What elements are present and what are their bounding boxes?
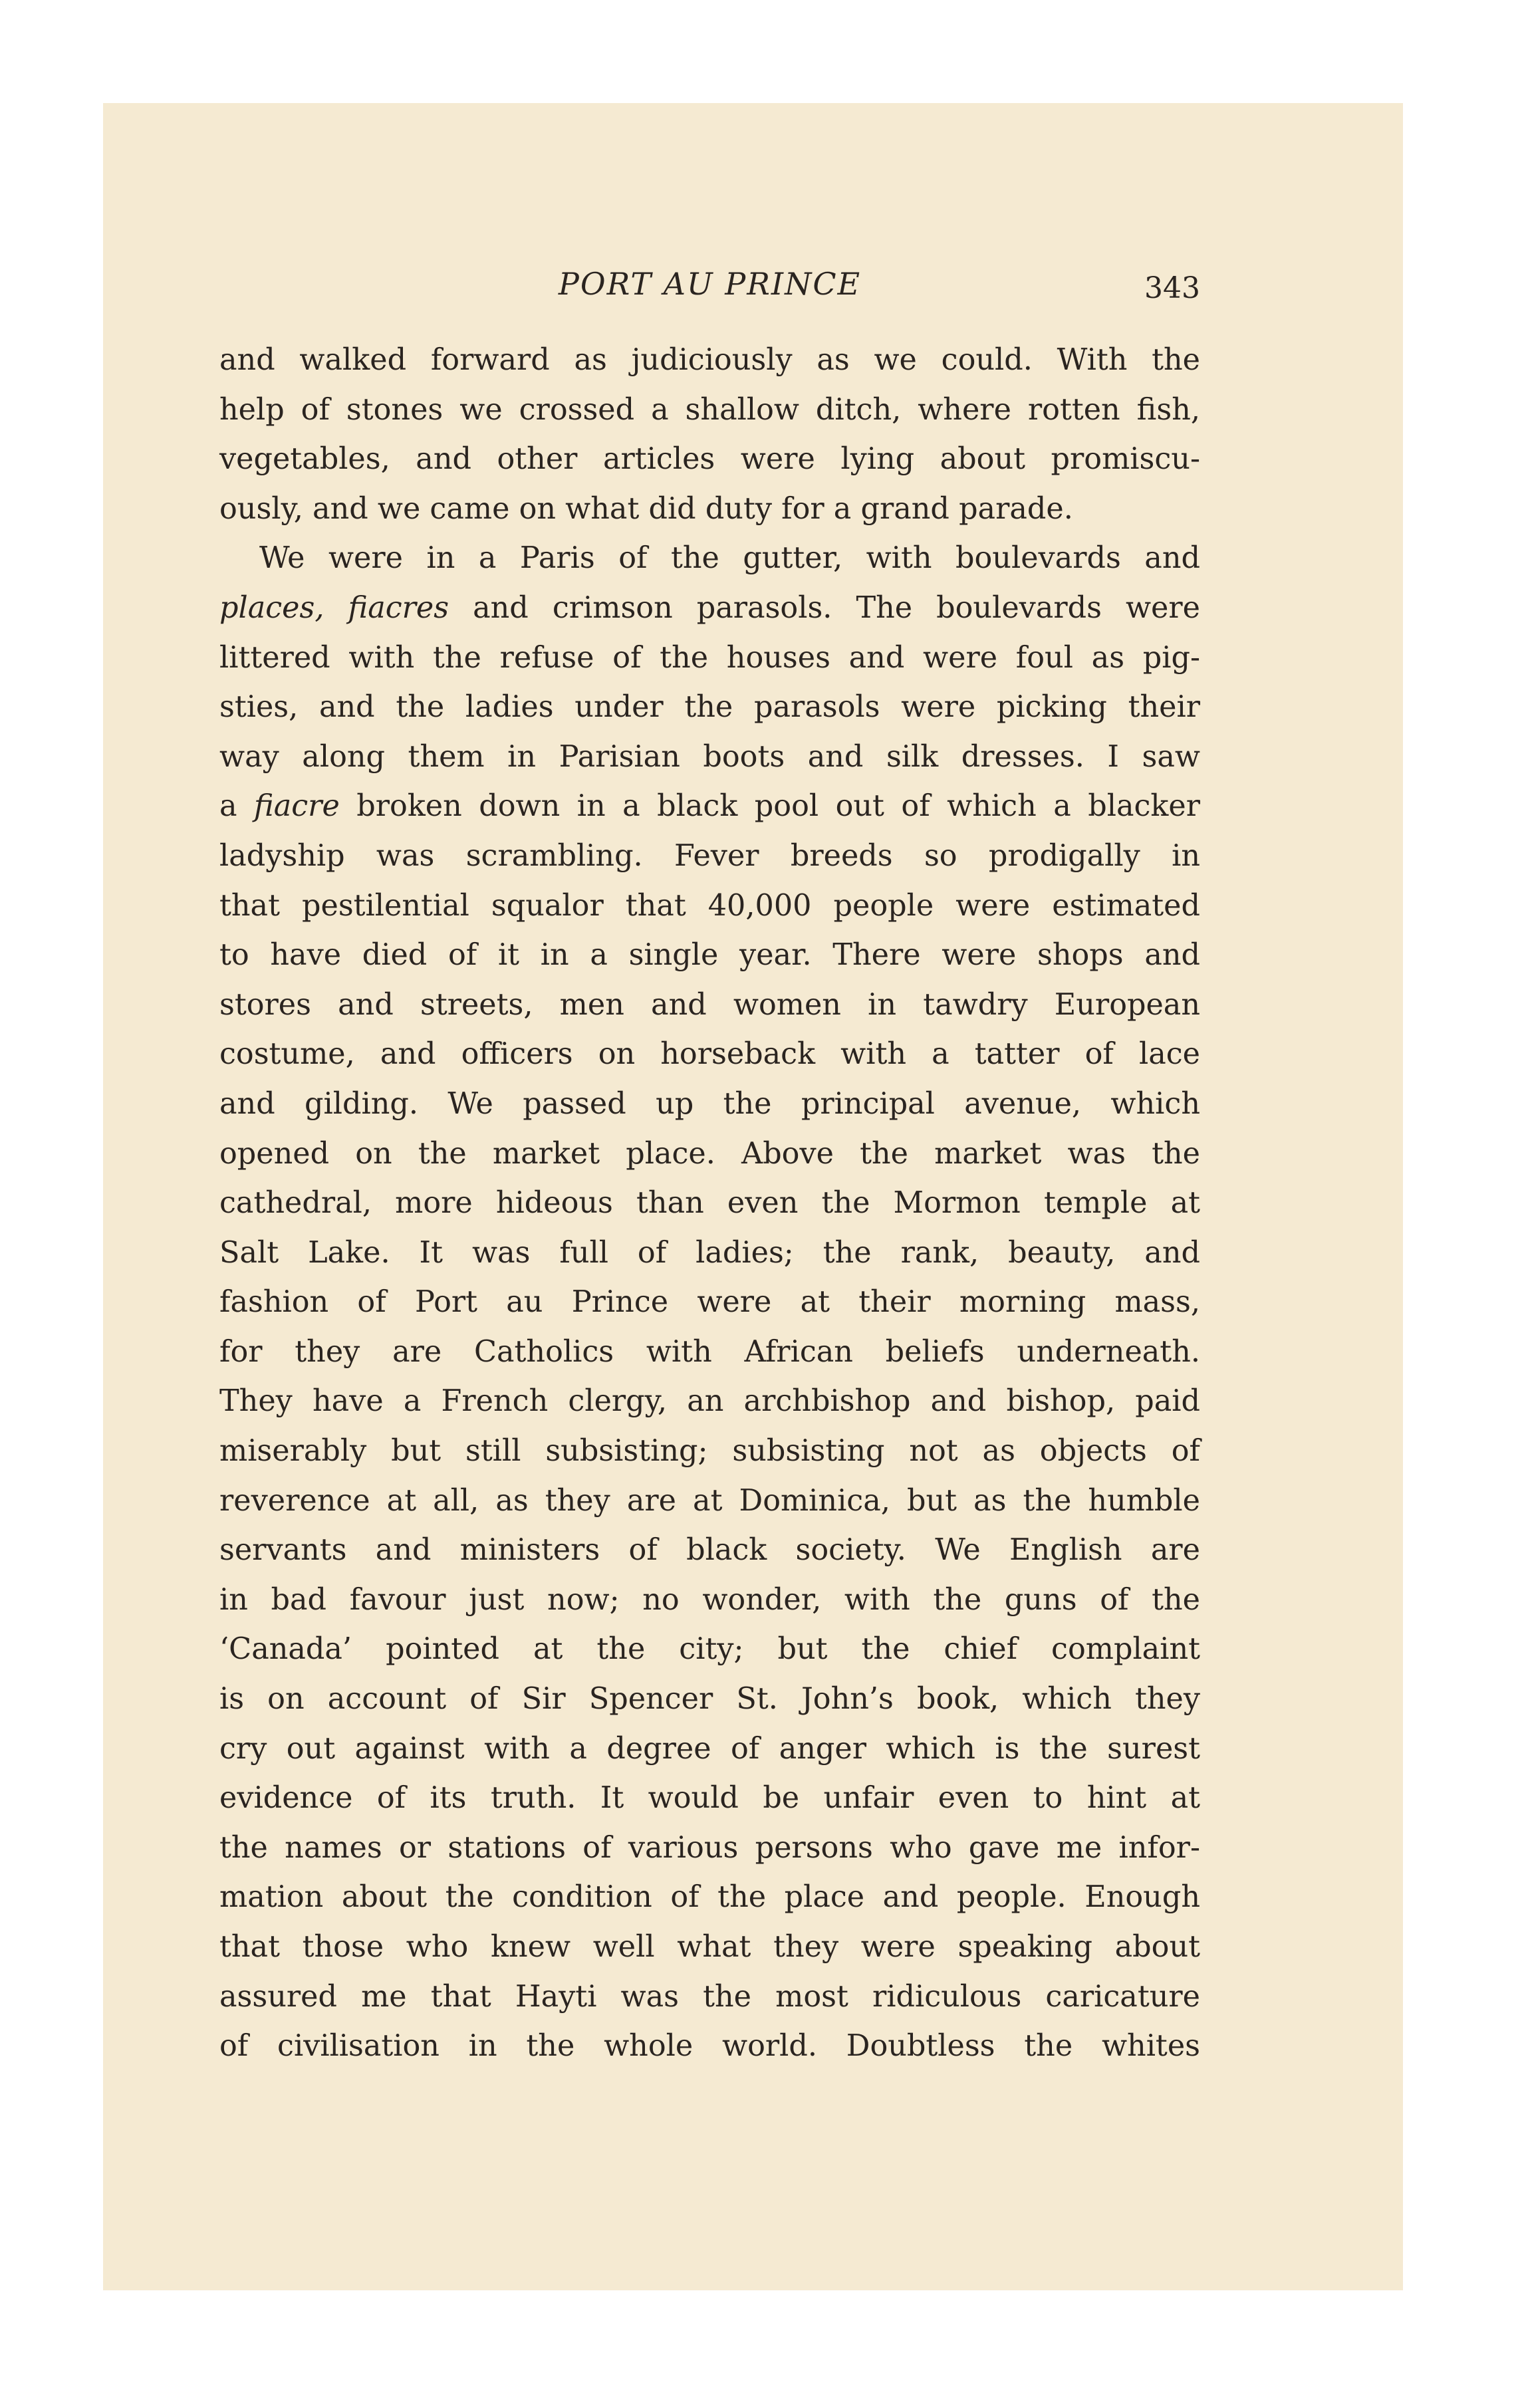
text-line: that those who knew well what they were speaking about	[219, 1930, 1200, 1964]
text-line: that pestilential squalor that 40,000 people were estimated	[219, 888, 1200, 923]
text-line: cathedral, more hideous than even the Mormon temple at	[219, 1186, 1200, 1221]
running-title: PORT AU PRINCE	[558, 266, 862, 302]
page-number: 343	[1144, 271, 1200, 305]
text-line: reverence at all, as they are at Dominica, but as the humble	[219, 1483, 1200, 1518]
text-line: ously, and we came on what did duty for a grand parade.	[219, 491, 1073, 526]
text-line: evidence of its truth. It would be unfair even to hint at	[219, 1781, 1200, 1816]
text-line: a fiacre broken down in a black pool out of which a blacker	[219, 789, 1200, 824]
text-line: littered with the refuse of the houses and were foul as pig-	[219, 640, 1200, 675]
text-line: mation about the condition of the place and people. Enough	[219, 1880, 1200, 1915]
body-text	[219, 336, 1200, 2072]
text-line: sties, and the ladies under the parasols were picking their	[219, 690, 1200, 725]
text-line: cry out against with a degree of anger which is the surest	[219, 1731, 1200, 1766]
text-line: costume, and officers on horseback with a tatter of lace	[219, 1037, 1200, 1072]
text-line: ‘Canada’ pointed at the city; but the chief complaint	[219, 1632, 1200, 1667]
text-line: stores and streets, men and women in tawdry European	[219, 987, 1200, 1022]
text-line: the names or stations of various persons who gave me infor-	[219, 1830, 1200, 1865]
text-line: assured me that Hayti was the most ridiculous caricature	[219, 1979, 1200, 2014]
text-line: miserably but still subsisting; subsisting not as objects of	[219, 1434, 1200, 1469]
text-line: for they are Catholics with African beliefs underneath.	[219, 1334, 1200, 1369]
text-line: to have died of it in a single year. There were shops and	[219, 938, 1200, 973]
text-line: is on account of Sir Spencer St. John’s book, which they	[219, 1682, 1200, 1717]
text-line: places, fiacres and crimson parasols. The boulevards were	[219, 590, 1200, 625]
text-line: ladyship was scrambling. Fever breeds so prodigally in	[219, 838, 1200, 873]
page-header	[219, 266, 1200, 312]
text-line: help of stones we crossed a shallow ditch, where rotten fish,	[219, 392, 1200, 427]
text-line: in bad favour just now; no wonder, with the guns of the	[219, 1582, 1200, 1617]
text-line: servants and ministers of black society. We English are	[219, 1533, 1200, 1568]
text-line: Salt Lake. It was full of ladies; the rank, beauty, and	[219, 1235, 1200, 1270]
text-line: They have a French clergy, an archbishop and bishop, paid	[219, 1384, 1200, 1419]
text-line: fashion of Port au Prince were at their morning mass,	[219, 1285, 1200, 1320]
text-line: and walked forward as judiciously as we could. With the	[219, 343, 1200, 377]
text-line: vegetables, and other articles were lying about promiscu-	[219, 442, 1200, 477]
text-line: and gilding. We passed up the principal avenue, which	[219, 1086, 1200, 1121]
text-line: opened on the market place. Above the market was the	[219, 1136, 1200, 1171]
text-line: We were in a Paris of the gutter, with boulevards and	[259, 541, 1200, 576]
text-line: of civilisation in the whole world. Doubtless the whites	[219, 2029, 1200, 2064]
text-line: way along them in Parisian boots and silk dresses. I saw	[219, 739, 1200, 774]
